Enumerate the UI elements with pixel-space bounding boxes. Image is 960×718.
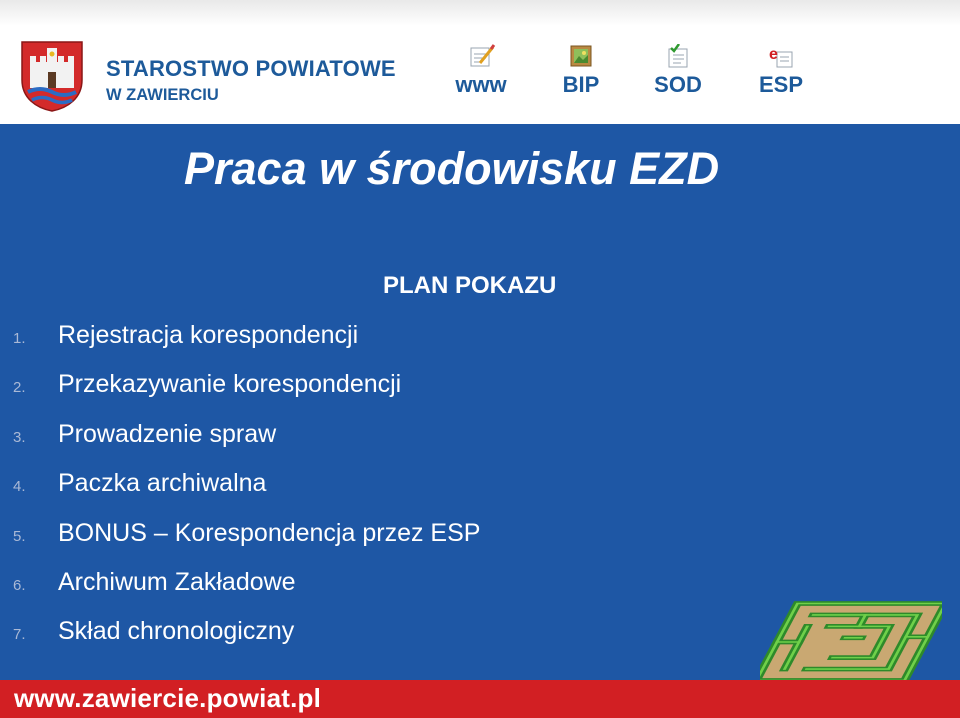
list-item-text: Archiwum Zakładowe (58, 567, 296, 596)
list-item-text: Prowadzenie spraw (58, 419, 277, 448)
org-name-line2: W ZAWIERCIU (106, 86, 219, 104)
list-item-number: 5. (13, 527, 26, 545)
header-bar (0, 0, 960, 124)
list-item-number: 1. (13, 330, 26, 347)
list-item-text: Skład chronologiczny (58, 617, 295, 646)
list-item-number: 4. (13, 478, 26, 496)
list-item-text: Rejestracja korespondencji (58, 321, 359, 349)
nav-www-label: www (455, 72, 507, 97)
nav-sod-link[interactable] (643, 44, 713, 104)
org-name-line1: STAROSTWO POWIATOWE (106, 56, 396, 81)
footer-bar (0, 680, 960, 718)
pencil-paper-icon (466, 44, 496, 68)
list-item-text: Przekazywanie korespondencji (58, 370, 402, 399)
list-item-number: 3. (13, 428, 26, 446)
organization-name (106, 58, 396, 104)
checklist-icon (663, 44, 693, 68)
nav-sod-label: SOD (654, 72, 702, 97)
nav-bip-label: BIP (562, 72, 600, 97)
list-item-text: BONUS – Korespondencja przez ESP (58, 518, 481, 547)
nav-esp-label: ESP (758, 72, 804, 97)
framed-picture-icon (566, 44, 596, 68)
coat-of-arms-icon (20, 40, 84, 112)
list-item-number: 7. (13, 626, 26, 644)
nav-www-link[interactable] (446, 44, 516, 104)
svg-text:e: e (769, 46, 778, 63)
nav-esp-link[interactable] (746, 44, 816, 104)
list-item-number: 6. (13, 576, 26, 594)
slide-subtitle: PLAN POKAZU (383, 272, 557, 299)
slide-body (0, 124, 960, 680)
footer-url-link[interactable]: www.zawiercie.powiat.pl (14, 683, 322, 713)
hedge-maze-icon (760, 598, 942, 686)
e-document-icon (766, 44, 796, 68)
nav-bip-link[interactable] (546, 44, 616, 104)
list-item-number: 2. (13, 379, 26, 397)
list-item-text: Paczka archiwalna (58, 469, 267, 498)
slide-title: Praca w środowisku EZD (184, 143, 720, 194)
